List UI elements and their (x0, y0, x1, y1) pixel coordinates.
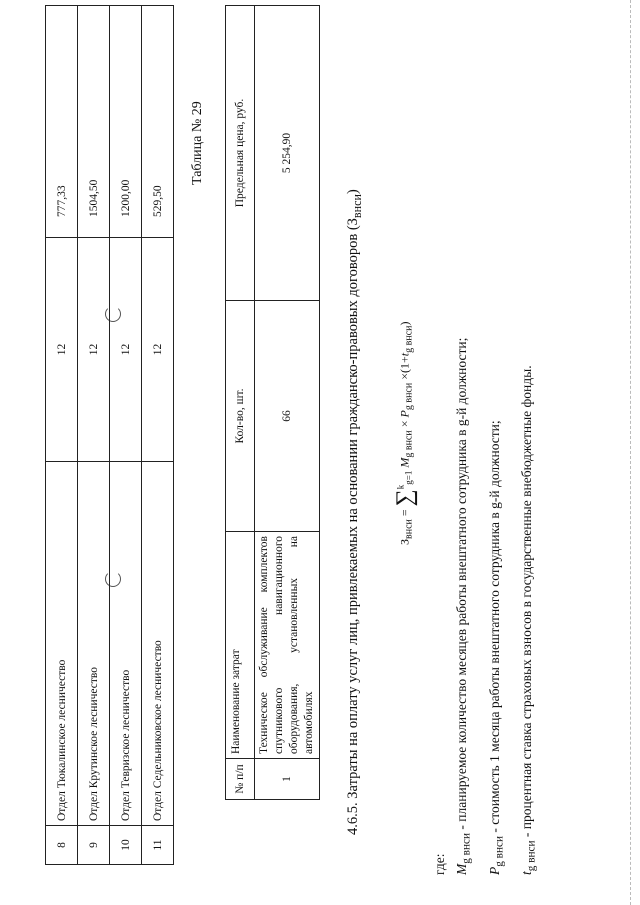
row-price: 777,33 (46, 6, 78, 238)
definitions (448, 338, 546, 875)
row-qty: 12 (78, 238, 110, 462)
formula-m: M (397, 457, 412, 468)
row-name: Отдел Крутинское лесничество (78, 462, 110, 826)
table-row (255, 6, 320, 800)
table-row (142, 6, 174, 865)
def-text: - процентная ставка страховых взносов в государственные внебюджетные фонды. (519, 365, 535, 838)
def-text: - стоимость 1 месяца работы внештатного сотрудника в g-й должности; (486, 420, 502, 833)
formula-t: t (397, 352, 412, 357)
def-sub: g внси (526, 840, 539, 872)
table-row (110, 6, 142, 865)
formula-t-sub: g внси (403, 325, 415, 353)
row-number: 9 (78, 826, 110, 865)
row-qty: 12 (142, 238, 174, 462)
expense-table-continued (45, 5, 174, 865)
row-number: 10 (110, 826, 142, 865)
def-symbol: M (454, 863, 469, 875)
table-row (46, 6, 78, 865)
expense-table-29 (225, 5, 320, 800)
row-price: 1200,00 (110, 6, 142, 238)
formula-m-sub: g внси (403, 430, 415, 458)
definition-t (513, 338, 546, 875)
section-text: 4.6.5. Затраты на оплату услуг лиц, привлекаемых на основании гражданско-правовых договоров (З (345, 218, 361, 835)
sum-upper: k (395, 484, 406, 490)
table-row (78, 6, 110, 865)
row-price: 5 254,90 (255, 6, 320, 301)
row-name: Техническое обслуживание комплектов спутникового навигационного оборудования, установленных на автомобилях (255, 532, 320, 759)
row-price: 1504,50 (78, 6, 110, 238)
sum-sign: ∑ (392, 489, 418, 507)
row-qty: 12 (110, 238, 142, 462)
def-sub: g внси (460, 832, 473, 864)
def-symbol: t (519, 871, 535, 875)
formula-p: P (397, 410, 412, 418)
formula: $З_{внси} = \sum^k_{g=1}$ $M_{g внси} \times P_{g внси} \times(1+t_{g внси})$ (392, 321, 418, 545)
formula-lhs: З (397, 538, 412, 545)
row-number: 8 (46, 826, 78, 865)
section-heading (345, 189, 365, 835)
header-number: № п/п (226, 759, 255, 800)
def-sub: g внси (493, 835, 506, 867)
row-name: Отдел Тевризское лесничество (110, 462, 142, 826)
definition-m (448, 338, 481, 875)
scan-edge-line (630, 0, 631, 905)
row-number: 1 (255, 759, 320, 800)
section-sub: внси (349, 194, 364, 219)
where-label: где: (432, 853, 447, 875)
definition-p (481, 338, 514, 875)
def-text: - планируемое количество месяцев работы внештатного сотрудника в g-й должности; (454, 337, 469, 830)
def-symbol: P (486, 866, 502, 875)
sum-lower: g=1 (403, 470, 414, 485)
formula-lhs-sub: внси (403, 519, 415, 539)
row-name: Отдел Тюкалинское лесничество (46, 462, 78, 826)
row-qty: 12 (46, 238, 78, 462)
header-price: Предельная цена, руб. (226, 6, 255, 301)
row-qty: 66 (255, 301, 320, 532)
header-name: Наименование затрат (226, 532, 255, 759)
row-price: 529,50 (142, 6, 174, 238)
row-number: 11 (142, 826, 174, 865)
table-caption: Таблица № 29 (190, 101, 205, 185)
formula-p-sub: g внси (403, 382, 415, 411)
row-name: Отдел Седельниковское лесничество (142, 462, 174, 826)
header-qty: Кол-во, шт. (226, 301, 255, 532)
section-close: ) (345, 189, 361, 195)
